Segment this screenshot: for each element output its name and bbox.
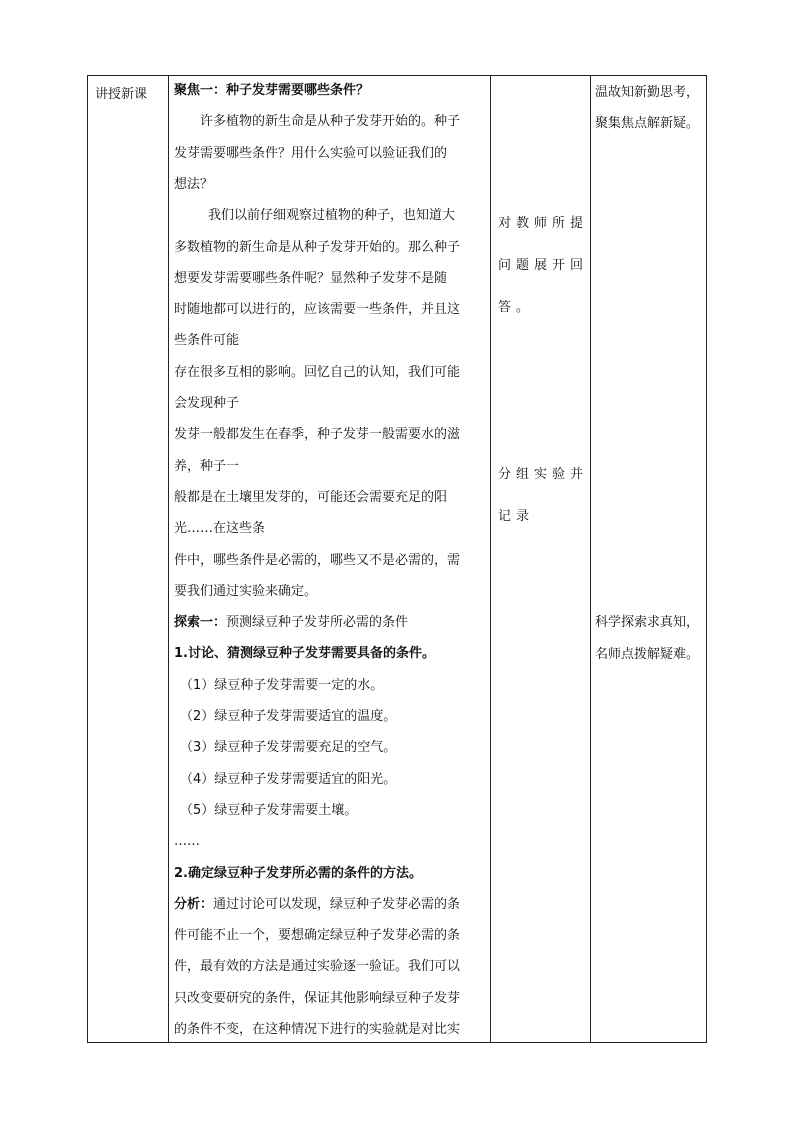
teacher-activity-line: 发芽需要哪些条件？用什么实验可以验证我们的 — [174, 145, 448, 161]
lesson-plan-table — [87, 75, 707, 1043]
teacher-activity-line: （2）绿豆种子发芽需要适宜的温度。 — [180, 709, 397, 724]
student-activity-line: 对教师所提 — [498, 216, 589, 231]
teacher-activity-line: 2.确定绿豆种子发芽所必需的条件的方法。 — [174, 865, 422, 881]
teacher-activity-cell — [168, 76, 490, 1042]
design-intent-line: 温故知新勤思考， — [595, 85, 700, 100]
teacher-activity-line: （5）绿豆种子发芽需要土壤。 — [180, 802, 358, 818]
student-activity-cell — [490, 76, 590, 1042]
teacher-activity-line: …… — [174, 834, 200, 850]
teacher-activity-line: 聚焦一：种子发芽需要哪些条件？ — [174, 83, 370, 98]
design-intent-cell — [590, 76, 708, 1042]
teacher-activity-line: 般都是在土壤里发芽的，可能还会需要充足的阳 — [174, 489, 448, 505]
teacher-activity-line: 许多植物的新生命是从种子发芽开始的。种子 — [200, 114, 461, 130]
teacher-activity-line: 发芽一般都发生在春季，种子发芽一般需要水的滋 — [174, 427, 461, 443]
line-heading-prefix: 分析： — [174, 896, 214, 912]
teacher-activity-line — [174, 615, 408, 631]
stage-cell — [88, 76, 168, 1042]
teacher-activity-line: 想法？ — [174, 176, 214, 192]
student-activity-line: 问题展开回 — [498, 258, 589, 273]
teacher-activity-line: 养，种子一 — [174, 458, 240, 474]
design-intent-line: 聚集焦点解新疑。 — [595, 116, 700, 131]
design-intent-line: 名师点拨解疑难。 — [595, 647, 700, 662]
teacher-activity-line: 存在很多互相的影响。回忆自己的认知，我们可能 — [174, 364, 461, 380]
student-activity-line: 分组实验并 — [498, 467, 589, 482]
stage-label: 讲授新课 — [95, 87, 148, 102]
teacher-activity-line: 会发现种子 — [174, 396, 240, 411]
design-intent-line: 科学探索求真知， — [595, 615, 700, 630]
student-activity-line: 答。 — [498, 300, 535, 315]
teacher-activity-line: 只改变要研究的条件，保证其他影响绿豆种子发芽 — [174, 990, 461, 1006]
teacher-activity-line: 件可能不止一个，要想确定绿豆种子发芽必需的条 — [174, 928, 461, 944]
teacher-activity-line: 件，最有效的方法是通过实验逐一验证。我们可以 — [174, 959, 461, 975]
teacher-activity-line: （4）绿豆种子发芽需要适宜的阳光。 — [180, 771, 397, 787]
line-heading-prefix: 探索一： — [174, 615, 227, 631]
teacher-activity-line: 光……在这些条 — [174, 521, 266, 537]
line-body: 通过讨论可以发现，绿豆种子发芽必需的条 — [213, 896, 461, 912]
teacher-activity-line: 件中，哪些条件是必需的，哪些又不是必需的，需 — [174, 552, 461, 568]
teacher-activity-line: （1）绿豆种子发芽需要一定的水。 — [180, 677, 384, 693]
teacher-activity-line: 我们以前仔细观察过植物的种子，也知道大 — [208, 208, 456, 224]
teacher-activity-line: 1.讨论、猜测绿豆种子发芽需要具备的条件。 — [174, 646, 435, 662]
teacher-activity-line: 些条件可能 — [174, 333, 240, 349]
teacher-activity-line: 的条件不变，在这种情况下进行的实验就是对比实 — [174, 1022, 461, 1037]
teacher-activity-line: 多数植物的新生命是从种子发芽开始的。那么种子 — [174, 239, 461, 255]
teacher-activity-line: 想要发芽需要哪些条件呢？显然种子发芽不是随 — [174, 270, 448, 286]
student-activity-line: 记录 — [498, 509, 535, 524]
teacher-activity-line — [174, 897, 460, 913]
teacher-activity-line: 时随地都可以进行的，应该需要一些条件，并且这 — [174, 302, 461, 318]
teacher-activity-line: （3）绿豆种子发芽需要充足的空气。 — [180, 740, 397, 756]
teacher-activity-line: 要我们通过实验来确定。 — [174, 583, 318, 599]
line-body: 预测绿豆种子发芽所必需的条件 — [226, 615, 409, 631]
